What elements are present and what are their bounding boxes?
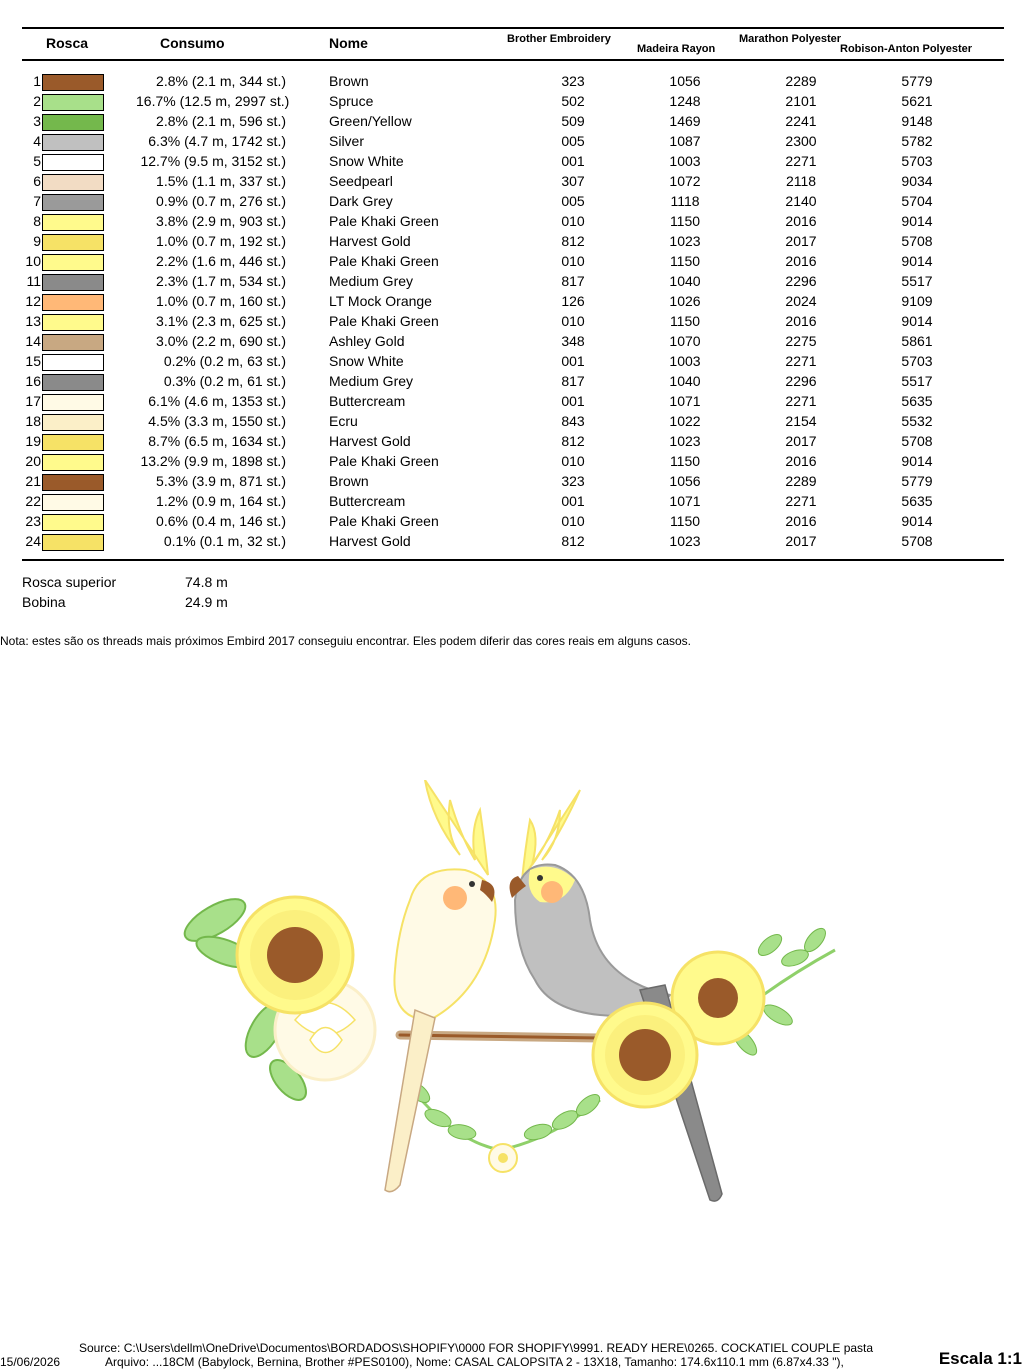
row-brother-code: 812 [561, 433, 585, 449]
row-consumption: 3.1% (2.3 m, 625 st.) [156, 313, 286, 329]
row-robison-code: 9034 [901, 173, 933, 189]
row-number: 16 [25, 373, 41, 389]
color-swatch [42, 174, 104, 191]
row-madeira-code: 1150 [669, 313, 701, 329]
row-marathon-code: 2016 [785, 513, 817, 529]
color-swatch [42, 354, 104, 371]
row-marathon-code: 2101 [785, 93, 817, 109]
row-number: 19 [25, 433, 41, 449]
row-color-name: Pale Khaki Green [329, 513, 439, 529]
row-marathon-code: 2296 [785, 273, 817, 289]
row-number: 8 [33, 213, 41, 229]
row-marathon-code: 2296 [785, 373, 817, 389]
table-row [0, 292, 1024, 312]
row-brother-code: 001 [561, 493, 585, 509]
upper-thread-label: Rosca superior [22, 574, 117, 590]
color-swatch [42, 414, 104, 431]
row-color-name: Ashley Gold [329, 333, 405, 349]
row-color-name: Green/Yellow [329, 113, 412, 129]
table-row [0, 132, 1024, 152]
color-swatch [42, 314, 104, 331]
row-brother-code: 001 [561, 353, 585, 369]
row-marathon-code: 2016 [785, 213, 817, 229]
row-marathon-code: 2016 [785, 313, 817, 329]
row-marathon-code: 2017 [785, 233, 817, 249]
row-robison-code: 5708 [901, 233, 933, 249]
row-robison-code: 5779 [901, 73, 933, 89]
row-consumption: 0.2% (0.2 m, 63 st.) [163, 353, 286, 369]
thread-note: Nota: estes são os threads mais próximos Embird 2017 conseguiu encontrar. Eles podem diferir das cores reais em alguns casos. [0, 634, 692, 648]
table-row [0, 272, 1024, 292]
row-madeira-code: 1071 [669, 393, 701, 409]
row-madeira-code: 1056 [669, 73, 701, 89]
color-swatch [42, 274, 104, 291]
row-consumption: 5.3% (3.9 m, 871 st.) [156, 473, 286, 489]
color-swatch [42, 154, 104, 171]
row-robison-code: 5708 [901, 533, 933, 549]
row-robison-code: 5704 [901, 193, 933, 209]
row-madeira-code: 1248 [669, 93, 701, 109]
row-number: 13 [25, 313, 41, 329]
row-brother-code: 323 [561, 473, 585, 489]
table-row [0, 492, 1024, 512]
row-consumption: 3.8% (2.9 m, 903 st.) [156, 213, 286, 229]
table-row [0, 252, 1024, 272]
row-consumption: 1.0% (0.7 m, 192 st.) [156, 233, 286, 249]
row-robison-code: 5779 [901, 473, 933, 489]
row-color-name: Harvest Gold [329, 233, 411, 249]
row-marathon-code: 2271 [785, 493, 817, 509]
row-robison-code: 5532 [901, 413, 933, 429]
row-consumption: 2.3% (1.7 m, 534 st.) [156, 273, 286, 289]
table-row [0, 72, 1024, 92]
row-consumption: 0.1% (0.1 m, 32 st.) [163, 533, 286, 549]
row-number: 20 [25, 453, 41, 469]
sunflower-right-large [593, 1003, 697, 1107]
row-number: 6 [33, 173, 41, 189]
footer-file-info: Arquivo: ...18CM (Babylock, Bernina, Brother #PES0100), Nome: CASAL CALOPSITA 2 - 13X18, Tamanho: 174.6x110.1 mm (6.87x4.33 "), [105, 1355, 844, 1369]
row-brother-code: 307 [561, 173, 585, 189]
row-brother-code: 509 [561, 113, 585, 129]
row-brother-code: 010 [561, 213, 585, 229]
color-swatch [42, 254, 104, 271]
row-brother-code: 843 [561, 413, 585, 429]
row-number: 1 [33, 73, 41, 89]
footer-source: Source: C:\Users\dellm\OneDrive\Documentos\BORDADOS\SHOPIFY\0000 FOR SHOPIFY\9991. READY HERE\0265. COCKATIEL COUPLE pasta [79, 1341, 874, 1355]
header-rule [22, 59, 1004, 61]
row-color-name: Pale Khaki Green [329, 253, 439, 269]
row-madeira-code: 1150 [669, 253, 701, 269]
row-brother-code: 010 [561, 253, 585, 269]
row-consumption: 6.1% (4.6 m, 1353 st.) [148, 393, 286, 409]
row-madeira-code: 1040 [669, 373, 701, 389]
table-row [0, 192, 1024, 212]
footer-date: 15/06/2026 [0, 1355, 61, 1369]
row-color-name: Pale Khaki Green [329, 213, 439, 229]
row-consumption: 1.2% (0.9 m, 164 st.) [156, 493, 286, 509]
row-marathon-code: 2140 [785, 193, 817, 209]
row-consumption: 0.9% (0.7 m, 276 st.) [156, 193, 286, 209]
row-number: 11 [26, 273, 41, 289]
row-consumption: 2.2% (1.6 m, 446 st.) [156, 253, 286, 269]
row-color-name: Silver [329, 133, 365, 149]
row-number: 15 [25, 353, 41, 369]
table-row [0, 312, 1024, 332]
row-color-name: Buttercream [329, 393, 406, 409]
row-robison-code: 9148 [901, 113, 933, 129]
row-consumption: 0.3% (0.2 m, 61 st.) [163, 373, 286, 389]
row-brother-code: 010 [561, 513, 585, 529]
color-swatch [42, 334, 104, 351]
row-marathon-code: 2118 [785, 173, 817, 189]
row-consumption: 13.2% (9.9 m, 1898 st.) [140, 453, 286, 469]
row-marathon-code: 2017 [785, 533, 817, 549]
row-color-name: Pale Khaki Green [329, 313, 439, 329]
row-number: 9 [33, 233, 41, 249]
row-number: 18 [25, 413, 41, 429]
color-swatch [42, 454, 104, 471]
table-row [0, 352, 1024, 372]
row-consumption: 0.6% (0.4 m, 146 st.) [156, 513, 286, 529]
row-consumption: 12.7% (9.5 m, 3152 st.) [140, 153, 286, 169]
row-consumption: 8.7% (6.5 m, 1634 st.) [148, 433, 286, 449]
row-brother-code: 348 [561, 333, 585, 349]
row-robison-code: 5703 [901, 353, 933, 369]
table-row [0, 112, 1024, 132]
header-robison: Robison-Anton Polyester [840, 43, 973, 55]
row-robison-code: 9014 [901, 213, 933, 229]
color-swatch [42, 374, 104, 391]
row-color-name: Harvest Gold [329, 533, 411, 549]
row-marathon-code: 2024 [785, 293, 817, 309]
table-row [0, 172, 1024, 192]
table-row [0, 472, 1024, 492]
row-madeira-code: 1072 [669, 173, 701, 189]
row-color-name: Harvest Gold [329, 433, 411, 449]
row-robison-code: 5517 [901, 373, 933, 389]
left-cockatiel [385, 780, 496, 1192]
header-name: Nome [329, 35, 368, 51]
row-consumption: 1.5% (1.1 m, 337 st.) [156, 173, 286, 189]
row-robison-code: 5708 [901, 433, 933, 449]
row-consumption: 6.3% (4.7 m, 1742 st.) [148, 133, 286, 149]
row-brother-code: 323 [561, 73, 585, 89]
row-consumption: 1.0% (0.7 m, 160 st.) [156, 293, 286, 309]
row-marathon-code: 2289 [785, 73, 817, 89]
row-number: 17 [25, 393, 41, 409]
header-brother: Brother Embroidery [507, 33, 611, 45]
row-color-name: Brown [329, 473, 369, 489]
row-madeira-code: 1040 [669, 273, 701, 289]
row-color-name: LT Mock Orange [329, 293, 432, 309]
color-swatch [42, 234, 104, 251]
bobbin-label: Bobina [22, 594, 66, 610]
row-madeira-code: 1023 [669, 433, 701, 449]
color-swatch [42, 534, 104, 551]
top-rule [22, 27, 1004, 29]
row-number: 10 [25, 253, 41, 269]
row-madeira-code: 1022 [669, 413, 701, 429]
row-madeira-code: 1087 [669, 133, 701, 149]
row-consumption: 3.0% (2.2 m, 690 st.) [156, 333, 286, 349]
row-madeira-code: 1118 [670, 193, 700, 209]
header-thread: Rosca [46, 35, 89, 51]
row-color-name: Dark Grey [329, 193, 393, 209]
row-consumption: 2.8% (2.1 m, 344 st.) [156, 73, 286, 89]
row-color-name: Seedpearl [329, 173, 393, 189]
row-color-name: Pale Khaki Green [329, 453, 439, 469]
row-color-name: Ecru [329, 413, 358, 429]
leaf-garland [403, 1078, 603, 1172]
table-row [0, 532, 1024, 552]
row-brother-code: 005 [561, 133, 585, 149]
row-robison-code: 5782 [901, 133, 933, 149]
bobbin-value: 24.9 m [185, 594, 228, 610]
row-madeira-code: 1070 [669, 333, 701, 349]
table-row [0, 372, 1024, 392]
row-robison-code: 5621 [901, 93, 933, 109]
row-marathon-code: 2016 [785, 253, 817, 269]
row-robison-code: 9014 [901, 513, 933, 529]
color-swatch [42, 94, 104, 111]
row-madeira-code: 1003 [669, 353, 701, 369]
sunflower-left [237, 897, 353, 1013]
row-brother-code: 812 [561, 533, 585, 549]
row-marathon-code: 2271 [785, 153, 817, 169]
row-number: 22 [25, 493, 41, 509]
row-number: 21 [25, 473, 41, 489]
table-row [0, 432, 1024, 452]
row-robison-code: 5635 [901, 393, 933, 409]
row-brother-code: 001 [561, 393, 585, 409]
embroidery-design-preview [170, 780, 860, 1220]
row-robison-code: 5861 [901, 333, 933, 349]
color-swatch [42, 134, 104, 151]
footer-scale: Escala 1:1 [938, 1349, 1022, 1368]
row-marathon-code: 2241 [785, 113, 817, 129]
table-row [0, 152, 1024, 172]
row-color-name: Snow White [329, 353, 404, 369]
row-number: 3 [33, 113, 41, 129]
color-swatch [42, 434, 104, 451]
row-brother-code: 005 [561, 193, 585, 209]
color-swatch [42, 494, 104, 511]
row-brother-code: 126 [561, 293, 585, 309]
row-consumption: 4.5% (3.3 m, 1550 st.) [148, 413, 286, 429]
row-marathon-code: 2271 [785, 353, 817, 369]
row-brother-code: 812 [561, 233, 585, 249]
row-number: 14 [25, 333, 41, 349]
row-madeira-code: 1150 [669, 213, 701, 229]
row-number: 24 [25, 533, 41, 549]
row-consumption: 16.7% (12.5 m, 2997 st.) [136, 93, 290, 109]
row-madeira-code: 1071 [669, 493, 701, 509]
row-madeira-code: 1026 [669, 293, 701, 309]
row-color-name: Snow White [329, 153, 404, 169]
table-row [0, 452, 1024, 472]
row-brother-code: 010 [561, 313, 585, 329]
header-madeira: Madeira Rayon [637, 43, 716, 55]
table-row [0, 512, 1024, 532]
row-number: 7 [33, 193, 41, 209]
row-brother-code: 502 [561, 93, 585, 109]
row-robison-code: 9014 [901, 253, 933, 269]
row-color-name: Medium Grey [329, 273, 414, 289]
table-row [0, 392, 1024, 412]
row-madeira-code: 1150 [669, 453, 701, 469]
row-madeira-code: 1003 [669, 153, 701, 169]
row-marathon-code: 2275 [785, 333, 817, 349]
color-swatch [42, 474, 104, 491]
color-swatch [42, 114, 104, 131]
row-number: 12 [25, 293, 41, 309]
row-robison-code: 5517 [901, 273, 933, 289]
header-marathon: Marathon Polyester [739, 33, 842, 45]
row-robison-code: 9109 [901, 293, 933, 309]
color-swatch [42, 294, 104, 311]
row-marathon-code: 2016 [785, 453, 817, 469]
row-color-name: Brown [329, 73, 369, 89]
row-brother-code: 001 [561, 153, 585, 169]
row-number: 23 [25, 513, 41, 529]
color-swatch [42, 74, 104, 91]
thread-table [0, 72, 1024, 552]
table-row [0, 232, 1024, 252]
table-row [0, 92, 1024, 112]
row-marathon-code: 2271 [785, 393, 817, 409]
row-number: 5 [33, 153, 41, 169]
row-marathon-code: 2300 [785, 133, 817, 149]
row-madeira-code: 1056 [669, 473, 701, 489]
row-madeira-code: 1469 [669, 113, 701, 129]
color-swatch [42, 514, 104, 531]
row-brother-code: 817 [561, 373, 585, 389]
row-robison-code: 5703 [901, 153, 933, 169]
table-row [0, 332, 1024, 352]
color-swatch [42, 394, 104, 411]
row-brother-code: 817 [561, 273, 585, 289]
row-marathon-code: 2289 [785, 473, 817, 489]
row-robison-code: 9014 [901, 313, 933, 329]
row-number: 4 [33, 133, 41, 149]
color-swatch [42, 214, 104, 231]
row-color-name: Spruce [329, 93, 374, 109]
row-marathon-code: 2154 [785, 413, 817, 429]
row-color-name: Buttercream [329, 493, 406, 509]
row-marathon-code: 2017 [785, 433, 817, 449]
row-color-name: Medium Grey [329, 373, 414, 389]
row-brother-code: 010 [561, 453, 585, 469]
row-madeira-code: 1023 [669, 233, 701, 249]
table-bottom-rule [22, 559, 1004, 561]
header-consumption: Consumo [160, 35, 225, 51]
upper-thread-value: 74.8 m [185, 574, 228, 590]
table-row [0, 412, 1024, 432]
row-madeira-code: 1150 [669, 513, 701, 529]
table-row [0, 212, 1024, 232]
row-consumption: 2.8% (2.1 m, 596 st.) [156, 113, 286, 129]
row-number: 2 [33, 93, 41, 109]
row-robison-code: 5635 [901, 493, 933, 509]
color-swatch [42, 194, 104, 211]
row-robison-code: 9014 [901, 453, 933, 469]
row-madeira-code: 1023 [669, 533, 701, 549]
